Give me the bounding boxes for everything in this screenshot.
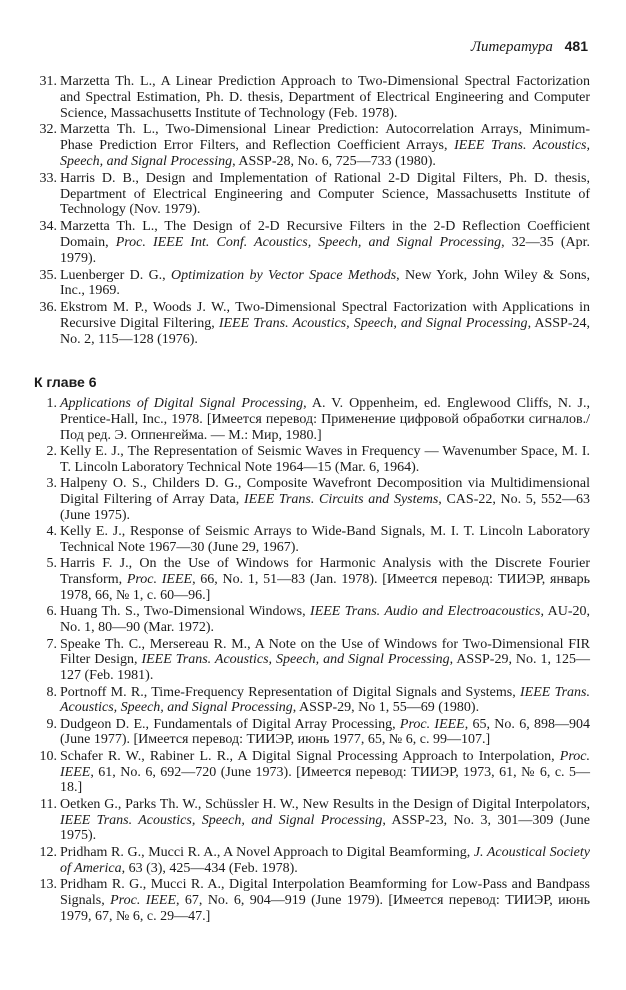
running-title: Литература [470,39,553,55]
reference-number: 8. [46,684,57,700]
reference-text: Portnoff M. R., Time-Frequency Representation of Digital Signals and Systems, [60,684,520,700]
reference-source-italic: IEEE Trans. Acoustics, Speech, and Signal Processing [60,812,383,828]
reference-number: 2. [46,443,57,459]
reference-text: Oetken G., Parks Th. W., Schüssler H. W., New Results in the Design of Digital Interpolators, [60,796,590,812]
reference-number: 4. [46,524,57,540]
reference-item [30,300,590,347]
reference-item [30,444,590,476]
reference-text: Pridham R. G., Mucci R. A., Digital Interpolation Beamforming for Low-Pass and Bandpass Signals, [60,877,590,908]
reference-source-italic: Proc. IEEE [126,572,193,588]
reference-item [30,797,590,844]
reference-source-italic: IEEE Trans. Circuits and Systems [243,491,439,507]
reference-number: 35. [39,267,57,283]
running-header [471,38,588,56]
reference-text: Schafer R. W., Rabiner L. R., A Digital Signal Processing Approach to Interpolation, [60,748,560,764]
reference-number: 1. [46,396,57,411]
reference-text: Marzetta Th. L., A Linear Prediction Approach to Two-Dimensional Spectral Factorization and Spectral Estimation, Ph. D. thesis, Department of Electrical Engineering and Computer Science, Massachusetts Institute of Technology (Feb. 1978). [60,74,590,121]
reference-item [30,171,590,218]
reference-text: , CAS-22, No. 5, 552—63 (June 1975). [60,491,590,523]
reference-source-italic: IEEE Trans. Acoustics, Speech, and Signal Processing [60,684,590,716]
reference-source-italic: IEEE Trans. Acoustics, Speech, and Signal Processing [141,652,450,668]
reference-item [30,685,590,717]
reference-text: Harris F. J., On the Use of Windows for Harmonic Analysis with the Discrete Fourier Transform, [60,556,590,588]
reference-number: 13. [39,877,57,893]
reference-text: Huang Th. S., Two-Dimensional Windows, [60,604,311,620]
reference-source-italic: J. Acoustical Society of America [60,844,590,876]
reference-number: 3. [46,476,57,492]
reference-text: , A. V. Oppenheim, ed. Englewood Cliffs, N. J., Prentice-Hall, Inc., 1978. [Имеется перевод: Применение цифровой обработки сигналов./Под ред. Э. Оппенгейма. — М.: Мир, 1980.] [60,396,590,443]
reference-item [30,396,590,443]
reference-text: , ASSP-28, No. 6, 725—733 (1980). [232,153,436,169]
reference-number: 9. [46,716,57,732]
reference-source-italic: Proc. IEEE Int. Conf. Acoustics, Speech, and Signal Processing [115,234,502,250]
reference-number: 34. [39,219,57,235]
reference-number: 10. [39,748,57,764]
reference-number: 31. [39,74,57,89]
reference-list-continued [30,74,590,349]
reference-item [30,877,590,924]
reference-text: , ASSP-29, No. 1, 125—127 (Feb. 1981). [60,652,591,684]
reference-text: , 32—35 (Apr. 1979). [60,234,590,266]
reference-text: , 61, No. 6, 692—720 (June 1973). [Имеется перевод: ТИИЭР, 1973, 61, № 6, с. 5—18.] [60,764,590,796]
reference-number: 33. [39,170,57,186]
reference-item [30,122,590,169]
reference-source-italic: Proc. IEEE [110,892,177,908]
reference-text: Marzetta Th. L., The Design of 2-D Recursive Filters in the 2-D Reflection Coefficient Domain, [60,219,590,250]
reference-number: 5. [46,556,57,572]
reference-source-italic: Applications of Digital Signal Processing [60,396,304,411]
reference-text: Luenberger D. G., [60,267,172,283]
reference-source-italic: Optimization by Vector Space Methods [171,267,397,283]
reference-item [30,717,590,749]
reference-text: , 67, No. 6, 904—919 (June 1979). [Имеется перевод: ТИИЭР, июнь 1979, 67, № 6, с. 29—47.] [60,892,590,924]
reference-item [30,268,590,300]
reference-source-italic: IEEE Trans. Acoustics, Speech, and Signal Processing [218,315,528,331]
reference-source-italic: Proc. IEEE [60,748,590,780]
reference-text: , ASSP-24, No. 2, 115—128 (1976). [60,315,591,347]
reference-text: Kelly E. J., Response of Seismic Arrays to Wide-Band Signals, M. I. T. Lincoln Laboratory Technical Note 1967—30 (June 29, 1967). [60,524,590,555]
reference-text: Kelly E. J., The Representation of Seismic Waves in Frequency — Wavenumber Space, M. I. T. Lincoln Laboratory Technical Note 1964—15 (Mar. 6, 1964). [60,443,590,475]
reference-number: 12. [39,844,57,860]
reference-source-italic: Proc. IEEE [399,716,465,732]
reference-text: Ekstrom M. P., Woods J. W., Two-Dimensional Spectral Factorization with Applications in Recursive Digital Filtering, [60,300,590,331]
reference-number: 36. [39,300,57,316]
page-number: 481 [564,38,588,54]
reference-item [30,604,590,636]
reference-item [30,749,590,796]
reference-text: , ASSP-23, No. 3, 301—309 (June 1975). [60,812,590,844]
reference-item [30,74,590,121]
reference-list-chapter-6 [30,396,590,925]
reference-text: Halpeny O. S., Childers D. G., Composite Wavefront Decomposition via Multidimensional Digital Filtering of Array Data, [60,476,590,507]
reference-number: 7. [46,636,57,652]
reference-text: , AU-20, No. 1, 80—90 (Mar. 1972). [60,604,590,636]
reference-text: Speake Th. C., Mersereau R. M., A Note on the Use of Windows for Two-Dimensional FIR Filter Design, [60,636,590,668]
reference-number: 11. [40,796,57,812]
reference-text: , 66, No. 1, 51—83 (Jan. 1978). [Имеется перевод: ТИИЭР, январь 1978, 66, № 1, с. 60—96.] [60,572,590,603]
reference-text: Harris D. B., Design and Implementation of Rational 2-D Digital Filters, Ph. D. thesis, Department of Electrical Engineering and Computer Science, Massachusetts Institute of Technology (Nov. 1979). [60,170,590,218]
reference-item [30,845,590,877]
reference-text: , 65, No. 6, 898—904 (June 1977). [Имеется перевод: ТИИЭР, июнь 1977, 65, № 6, с. 99—107.] [60,716,590,748]
reference-item [30,219,590,266]
reference-item [30,556,590,603]
reference-item [30,637,590,684]
reference-number: 6. [46,604,57,620]
reference-text: Dudgeon D. E., Fundamentals of Digital Array Processing, [60,716,400,732]
reference-item [30,524,590,556]
section-heading: К главе 6 [34,374,97,390]
reference-text: , 63 (3), 425—434 (Feb. 1978). [121,860,298,876]
reference-item [30,476,590,523]
reference-source-italic: IEEE Trans. Audio and Electroacoustics [310,604,541,620]
reference-number: 32. [39,122,57,138]
reference-text: Marzetta Th. L., Two-Dimensional Linear Prediction: Autocorrelation Arrays, Minimum-Phase Prediction Error Filters, and Reflection Coefficient Arrays, [60,122,590,154]
reference-source-italic: IEEE Trans. Acoustics, Speech, and Signal Processing [60,138,590,169]
reference-text: Pridham R. G., Mucci R. A., A Novel Approach to Digital Beamforming, [60,844,474,860]
reference-text: , ASSP-29, No 1, 55—69 (1980). [292,700,480,716]
reference-text: , New York, John Wiley & Sons, Inc., 1969. [60,267,590,299]
